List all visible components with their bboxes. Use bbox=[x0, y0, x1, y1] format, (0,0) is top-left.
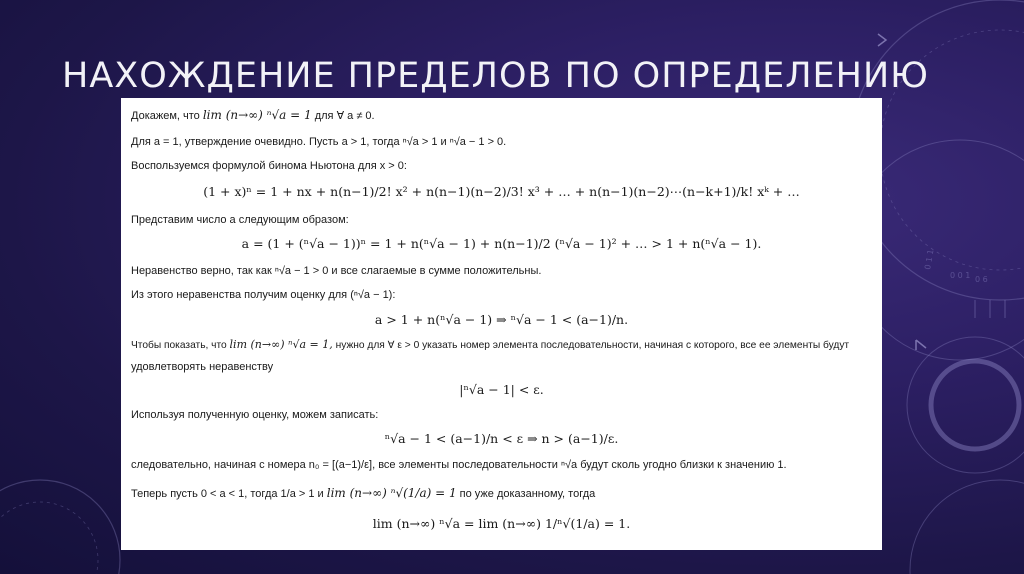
proof-line bbox=[131, 159, 407, 173]
expansion-formula: a = (1 + (ⁿ√a − 1))ⁿ = 1 + n(ⁿ√a − 1) + n(n−1)/2 (ⁿ√a − 1)² + … > 1 + n(ⁿ√a − 1). bbox=[241, 236, 762, 251]
proof-formula: lim (n→∞) ⁿ√a = 1 bbox=[202, 108, 312, 122]
proof-text: удовлетворять неравенству bbox=[131, 361, 274, 373]
proof-text: Для a = 1, утверждение очевидно. Пусть a > 1, тогда ⁿ√a > 1 и ⁿ√a − 1 > 0. bbox=[131, 136, 507, 148]
proof-text: Представим число a следующим образом: bbox=[131, 214, 349, 226]
proof-line bbox=[131, 264, 541, 278]
proof-line bbox=[131, 338, 849, 353]
final-limit-formula: lim (n→∞) ⁿ√a = lim (n→∞) 1/ⁿ√(1/a) = 1. bbox=[372, 516, 631, 531]
proof-line bbox=[131, 408, 378, 422]
proof-text: Из этого неравенства получим оценку для (ⁿ√a − 1): bbox=[131, 289, 396, 301]
proof-line bbox=[131, 486, 595, 501]
deco-ring-left-inner bbox=[0, 502, 98, 574]
slide-title: НАХОЖДЕНИЕ ПРЕДЕЛОВ ПО ОПРЕДЕЛЕНИЮ bbox=[62, 56, 929, 96]
proof-formula: lim (n→∞) ⁿ√(1/a) = 1 bbox=[326, 486, 457, 500]
proof-text: по уже доказанному, тогда bbox=[459, 488, 596, 500]
deco-chevron-icon bbox=[878, 34, 886, 46]
proof-line bbox=[131, 213, 349, 227]
proof-line bbox=[131, 288, 395, 302]
proof-line bbox=[131, 108, 375, 123]
proof-text: Неравенство верно, так как ⁿ√a − 1 > 0 и все слагаемые в сумме положительны. bbox=[131, 265, 542, 277]
inequality-formula: |ⁿ√a − 1| < ε. bbox=[459, 382, 544, 397]
proof-text: Воспользуемся формулой бинома Ньютона для x > 0: bbox=[131, 160, 407, 172]
bound-formula: ⁿ√a − 1 < (a−1)/n < ε ⇒ n > (a−1)/ε. bbox=[384, 431, 619, 446]
proof-panel bbox=[121, 98, 882, 550]
binomial-formula: (1 + x)ⁿ = 1 + nx + n(n−1)/2! x² + n(n−1)(n−2)/3! x³ + … + n(n−1)(n−2)⋯(n−k+1)/k! xᵏ + … bbox=[203, 184, 800, 199]
proof-text: Используя полученную оценку, можем записать: bbox=[131, 409, 379, 421]
proof-line bbox=[131, 458, 787, 472]
svg-text:0 0 1: 0 0 1 bbox=[950, 271, 971, 280]
proof-text: следовательно, начиная с номера n₀ = [(a−1)/ε], все элементы последовательности ⁿ√a будут сколь угодно близки к значению 1. bbox=[131, 459, 787, 471]
deco-ring-right-bottom bbox=[910, 480, 1024, 574]
proof-line bbox=[131, 360, 273, 374]
deco-ring-left bbox=[0, 480, 120, 574]
deco-ring-small-outer bbox=[907, 337, 1024, 473]
deco-ring-small bbox=[931, 361, 1019, 449]
svg-text:0 1 1: 0 1 1 bbox=[923, 248, 936, 271]
proof-text: Чтобы показать, что bbox=[131, 340, 227, 351]
proof-text: нужно для ∀ ε > 0 указать номер элемента последовательности, начиная с которого, все ее элементы будут bbox=[335, 340, 850, 351]
proof-text: Теперь пусть 0 < a < 1, тогда 1/a > 1 и bbox=[131, 488, 324, 500]
proof-text: Докажем, что bbox=[131, 110, 200, 122]
estimate-formula: a > 1 + n(ⁿ√a − 1) ⇒ ⁿ√a − 1 < (a−1)/n. bbox=[374, 312, 629, 327]
proof-line bbox=[131, 135, 506, 149]
svg-text:0 6: 0 6 bbox=[975, 275, 988, 284]
proof-formula: lim (n→∞) ⁿ√a = 1, bbox=[229, 338, 333, 351]
deco-arrow-icon bbox=[916, 340, 926, 350]
proof-text: для ∀ a ≠ 0. bbox=[314, 110, 375, 122]
